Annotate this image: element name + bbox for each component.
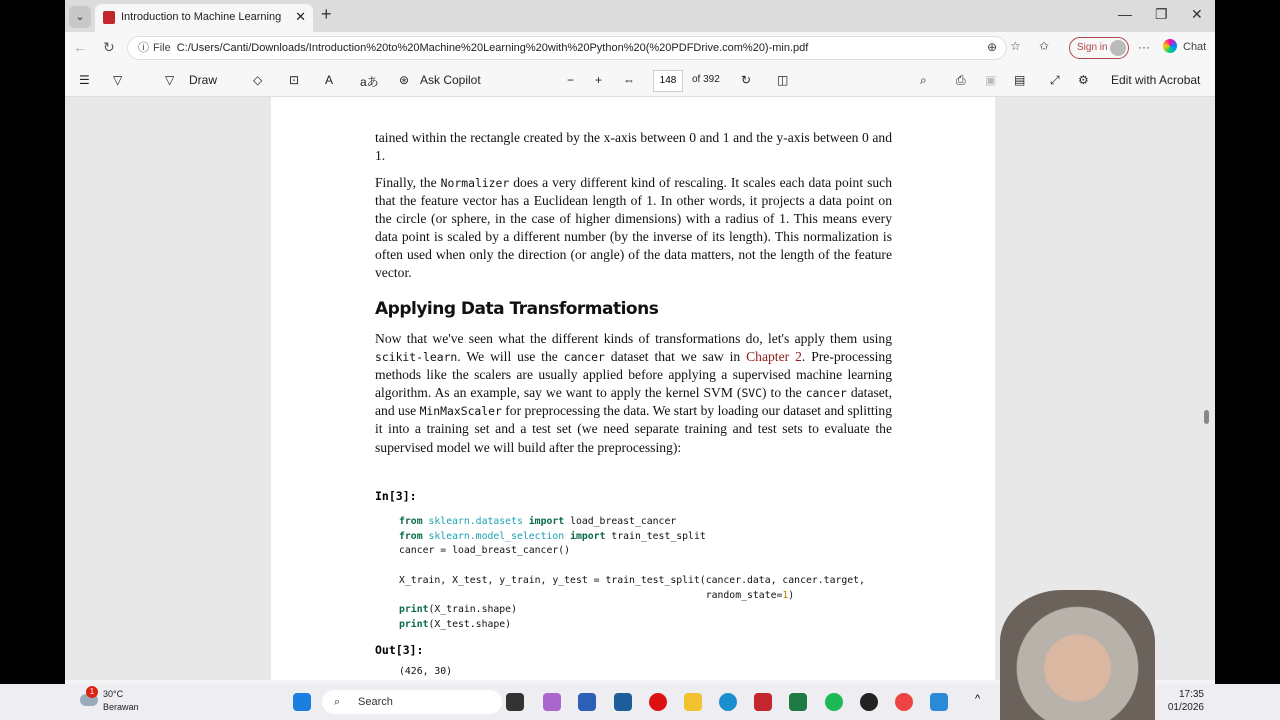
page-total: of 392 xyxy=(692,74,720,85)
edit-with-acrobat-button[interactable]: Edit with Acrobat xyxy=(1111,73,1201,87)
page-number-input[interactable]: 148 xyxy=(653,70,683,92)
search-icon[interactable]: ⌕ xyxy=(920,73,927,87)
draw-button[interactable]: Draw xyxy=(189,73,218,87)
date: 01/2026 xyxy=(1167,702,1204,713)
opera-icon[interactable] xyxy=(649,693,667,711)
save-as-icon[interactable]: ▤ xyxy=(1014,73,1026,87)
paragraph: Now that we've seen what the different kinds of transformations do, let's apply them using scikit-learn. We will use the cancer dataset that we saw in Chapter 2. Pre-processing methods like the scalers are usually applied before applying a supervised machine learning algorithm. As an example, say we want to apply the kernel SVM (SVC) to the cancer dataset, and use MinMaxScaler for preprocessing the data. We start by loading our dataset and splitting it into a training set and a test set (we need separate training and test sets to evaluate the supervised model we will build after the preprocessing): xyxy=(375,331,893,455)
draw-icon[interactable]: ▽ xyxy=(165,73,175,87)
avatar xyxy=(1110,40,1126,56)
settings-icon[interactable]: ⚙ xyxy=(1078,73,1089,87)
fit-page-icon[interactable]: ⇔ xyxy=(623,73,635,87)
temperature: 30°C xyxy=(103,689,124,699)
excel-icon[interactable] xyxy=(789,693,807,711)
file-label: File xyxy=(153,42,171,54)
chat-button[interactable]: Chat xyxy=(1183,41,1207,53)
address-bar-row xyxy=(65,32,1215,64)
eraser-icon[interactable]: ◇ xyxy=(253,73,263,87)
weather-text: Berawan xyxy=(103,702,139,712)
input-label: In[3]: xyxy=(375,489,417,503)
back-button[interactable]: ← xyxy=(73,39,87,55)
fullscreen-icon[interactable]: ⤢ xyxy=(1050,73,1060,87)
pdf-icon xyxy=(103,11,115,24)
restore-button[interactable]: ❐ xyxy=(1155,6,1168,22)
scrollbar-thumb[interactable] xyxy=(1204,410,1209,424)
tab-actions-menu[interactable]: ⌄ xyxy=(69,6,91,28)
info-icon: ⓘ xyxy=(138,42,149,54)
highlight-icon[interactable]: ▽ xyxy=(113,73,123,87)
url-text: C:/Users/Canti/Downloads/Introduction%20to%20Machine%20Learning%20with%20Python%20(%20PDFDrive.com%20)-min.pdf xyxy=(176,42,809,54)
translate-icon[interactable]: aあ xyxy=(360,75,379,89)
contents-icon[interactable]: ☰ xyxy=(79,73,90,87)
weather-widget[interactable] xyxy=(103,688,139,714)
paragraph: Finally, the Normalizer does a very different kind of rescaling. It scales each data point such that the feature vector has a Euclidean length of 1. In other words, it projects a data point on the circle (or sphere, in the case of higher dimensions) with a radius of 1. This means every data point is scaled by a different number (by the inverse of its length). This normalization is often used when only the direction (or angle) of the data matters, not the length of the feature vector. xyxy=(375,175,893,281)
spotify-icon[interactable] xyxy=(825,693,843,711)
tab-bar xyxy=(65,0,1215,32)
print-icon[interactable]: ⎙ xyxy=(956,73,966,87)
zoom-in-button[interactable]: + xyxy=(595,73,603,87)
refresh-button[interactable]: ↻ xyxy=(103,39,115,55)
task-view-icon[interactable] xyxy=(506,693,524,711)
output-label: Out[3]: xyxy=(375,643,424,657)
time: 17:35 xyxy=(1178,689,1204,700)
output-text: (426, 30) xyxy=(399,666,453,677)
tab-pdf[interactable] xyxy=(95,4,313,32)
section-heading: Applying Data Transformations xyxy=(375,299,659,319)
favorites-icon[interactable]: ✩ xyxy=(1039,39,1050,53)
weather-badge: 1 xyxy=(86,686,98,698)
pdf-page xyxy=(271,97,995,680)
sign-in-button[interactable] xyxy=(1069,37,1129,59)
start-button[interactable] xyxy=(293,693,311,711)
new-tab-button[interactable]: + xyxy=(321,4,332,24)
page-view-icon[interactable]: ◫ xyxy=(777,73,789,87)
copilot-icon[interactable] xyxy=(1163,39,1177,53)
l-app-icon[interactable] xyxy=(754,693,772,711)
text-box-icon[interactable]: ⊡ xyxy=(289,73,300,87)
close-window-button[interactable]: ✕ xyxy=(1191,6,1203,22)
search-label: Search xyxy=(358,696,393,708)
rotate-icon[interactable]: ↻ xyxy=(741,73,752,87)
copilot-icon[interactable]: ⊛ xyxy=(399,73,410,87)
word-icon[interactable] xyxy=(578,693,596,711)
obs-icon[interactable] xyxy=(860,693,878,711)
save-icon[interactable]: ▣ xyxy=(985,73,997,87)
code-block: from sklearn.datasets import load_breast_cancer from sklearn.model_selection import train_test_split cancer = load_breast_cancer() X_train, X_test, y_train, y_test = train_test_split(cancer.data, cancer.target, random_state=1) print(X_train.shape) print(X_test.shape) xyxy=(399,516,865,630)
zoom-icon[interactable]: ⊕ xyxy=(987,40,998,54)
file-explorer-icon[interactable] xyxy=(684,693,702,711)
pdf-toolbar xyxy=(65,64,1215,97)
close-tab-icon[interactable]: ✕ xyxy=(295,9,306,24)
clock[interactable] xyxy=(1160,688,1204,714)
more-menu[interactable]: ··· xyxy=(1138,40,1150,54)
edge-icon[interactable] xyxy=(719,693,737,711)
store-icon[interactable] xyxy=(614,693,632,711)
ask-copilot-button[interactable]: Ask Copilot xyxy=(420,73,481,87)
read-aloud-icon[interactable]: A xyxy=(325,73,334,87)
minimize-button[interactable]: — xyxy=(1118,6,1132,22)
sign-in-label: Sign in xyxy=(1077,42,1108,53)
copilot-app-icon[interactable] xyxy=(543,693,561,711)
webcam-overlay xyxy=(1000,590,1155,720)
taskbar-search[interactable] xyxy=(322,690,502,714)
search-icon: ⌕ xyxy=(334,696,341,708)
tray-overflow-icon[interactable]: ^ xyxy=(975,693,981,705)
paragraph: tained within the rectangle created by the x-axis between 0 and 1 and the y-axis between 0 and 1. xyxy=(375,130,892,164)
address-bar[interactable] xyxy=(127,36,1007,60)
chrome-icon[interactable] xyxy=(895,693,913,711)
zoom-out-button[interactable]: − xyxy=(567,73,575,87)
vscode-icon[interactable] xyxy=(930,693,948,711)
chapter-link[interactable]: Chapter 2 xyxy=(746,349,802,365)
favorite-star-icon[interactable]: ☆ xyxy=(1010,39,1021,53)
scrollbar[interactable] xyxy=(1201,97,1213,680)
tab-title: Introduction to Machine Learning xyxy=(121,11,282,23)
